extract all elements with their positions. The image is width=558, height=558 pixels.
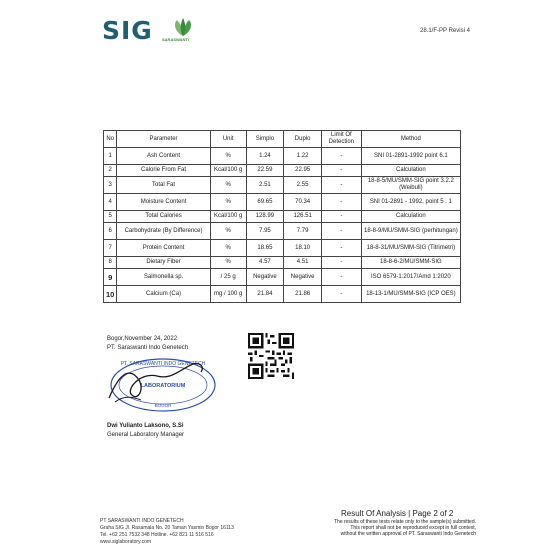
table-row: [104, 257, 461, 269]
cell-parameter: Calorie From Fat: [117, 165, 210, 177]
saraswanti-logo-text: SARASWANTI: [162, 37, 189, 42]
header-limit-of-detection: Limit Of Detection: [321, 131, 361, 148]
cell-simplo: 21.84: [246, 286, 284, 303]
cell-method: 18-8-9/MU/SMM-SIG (perhitungan): [361, 223, 460, 240]
cell-duplo: 22.95: [284, 165, 322, 177]
cell-method: SNI 01-2891 - 1992, point 5 . 1: [361, 194, 460, 211]
header-method: Method: [361, 131, 460, 148]
cell-parameter: Total Fat: [117, 177, 210, 194]
cell-lod: -: [321, 269, 361, 286]
table-row: [104, 177, 461, 194]
table-row: [104, 269, 461, 286]
cell-duplo: 21.86: [284, 286, 322, 303]
signatory-title: General Laboratory Manager: [107, 432, 185, 438]
signature-company: PT. Saraswanti Indo Genetech: [107, 345, 189, 351]
footer-phone: Tel. +62 251 7532 348 Hotline. +62 821 11 516 516: [100, 532, 214, 538]
company-stamp: [101, 350, 221, 420]
cell-duplo: 2.55: [284, 177, 322, 194]
cell-method: Calculation: [361, 165, 460, 177]
cell-simplo: 18.65: [246, 240, 284, 257]
cell-parameter: Salmonella sp.: [117, 269, 210, 286]
header-simplo: Simplo: [246, 131, 284, 148]
cell-unit: / 25 g: [210, 269, 246, 286]
results-table: [103, 130, 461, 303]
cell-method: SNI 01-2891-1992 point 6.1: [361, 148, 460, 165]
cell-parameter: Ash Content: [117, 148, 210, 165]
header-duplo: Duplo: [284, 131, 322, 148]
table-row: [104, 194, 461, 211]
cell-method: 18-8-6-2/MU/SMM-SIG: [361, 257, 460, 269]
cell-simplo: 2.51: [246, 177, 284, 194]
cell-parameter: Dietary Fiber: [117, 257, 210, 269]
cell-method: ISO 6579-1:2017/Amd 1:2020: [361, 269, 460, 286]
sig-logo: SIG: [102, 16, 153, 45]
form-code: 28.1/F-PP Revisi 4: [420, 28, 470, 34]
cell-lod: -: [321, 286, 361, 303]
table-row: [104, 286, 461, 303]
cell-no: 7: [104, 240, 117, 257]
footer: [100, 518, 234, 546]
cell-duplo: 7.79: [284, 223, 322, 240]
cell-unit: %: [210, 223, 246, 240]
cell-unit: Kcal/100 g: [210, 165, 246, 177]
cell-parameter: Carbohydrate (By Difference): [117, 223, 210, 240]
cell-unit: %: [210, 148, 246, 165]
cell-method: 18-8-31/MU/SMM-SIG (Titrimetri): [361, 240, 460, 257]
cell-simplo: 7.95: [246, 223, 284, 240]
cell-duplo: 18.10: [284, 240, 322, 257]
disclaimer-line-1: The results of these tests relate only to the sample(s) submitted.: [333, 519, 476, 525]
cell-lod: -: [321, 148, 361, 165]
header-parameter: Parameter: [117, 131, 210, 148]
cell-lod: -: [321, 211, 361, 223]
cell-simplo: Negative: [246, 269, 284, 286]
cell-duplo: 126.51: [284, 211, 322, 223]
cell-simplo: 22.59: [246, 165, 284, 177]
footer-address: Graha SIG Jl. Rasamala No. 20 Taman Yasmin Bogor 16113: [100, 525, 234, 531]
cell-unit: %: [210, 240, 246, 257]
table-header-row: [104, 131, 461, 148]
disclaimer-line-3: without the written approval of PT. Saraswanti Indo Genetech: [340, 531, 476, 537]
header-no: No: [104, 131, 117, 148]
cell-simplo: 1.24: [246, 148, 284, 165]
table-row: [104, 223, 461, 240]
cell-no: 2: [104, 165, 117, 177]
cell-parameter: Moisture Content: [117, 194, 210, 211]
cell-lod: -: [321, 257, 361, 269]
cell-no: 4: [104, 194, 117, 211]
cell-lod: -: [321, 177, 361, 194]
cell-unit: %: [210, 194, 246, 211]
cell-no: 10: [104, 286, 117, 303]
cell-simplo: 4.57: [246, 257, 284, 269]
stamp-center-text: LABORATORIUM: [140, 383, 186, 389]
cell-unit: %: [210, 177, 246, 194]
cell-unit: Kcal/100 g: [210, 211, 246, 223]
cell-unit: mg / 100 g: [210, 286, 246, 303]
cell-unit: %: [210, 257, 246, 269]
table-row: [104, 211, 461, 223]
stamp-top-text: PT. SARASWANTI INDO GENETECH: [120, 361, 206, 367]
footer-website[interactable]: www.siglaboratory.com: [100, 539, 152, 545]
cell-no: 6: [104, 223, 117, 240]
cell-duplo: 1.22: [284, 148, 322, 165]
table-row: [104, 165, 461, 177]
cell-simplo: 128.99: [246, 211, 284, 223]
cell-no: 8: [104, 257, 117, 269]
cell-no: 9: [104, 269, 117, 286]
cell-lod: -: [321, 240, 361, 257]
header-unit: Unit: [210, 131, 246, 148]
cell-lod: -: [321, 223, 361, 240]
cell-method: 18-13-1/MU/SMM-SIG (ICP OES): [361, 286, 460, 303]
cell-method: Calculation: [361, 211, 460, 223]
result-page-label: Result Of Analysis | Page 2 of 2: [341, 509, 454, 518]
cell-duplo: Negative: [284, 269, 322, 286]
cell-method: 18-8-5/MU/SMM-SIG point 3.2.2 (Weibull): [361, 177, 460, 194]
table-row: [104, 240, 461, 257]
cell-no: 3: [104, 177, 117, 194]
disclaimer: [296, 519, 476, 537]
signature-date: Bogor,November 24, 2022: [107, 336, 178, 342]
disclaimer-line-2: This report shall not be reproduced except in full context,: [350, 525, 476, 531]
cell-no: 1: [104, 148, 117, 165]
cell-simplo: 69.65: [246, 194, 284, 211]
cell-lod: -: [321, 165, 361, 177]
cell-parameter: Total Calories: [117, 211, 210, 223]
stamp-bottom-text: BOGOR: [154, 403, 172, 408]
cell-lod: -: [321, 194, 361, 211]
footer-company: PT SARASWANTI INDO GENETECH: [100, 518, 184, 524]
qr-code-icon: [248, 333, 294, 379]
cell-parameter: Protein Content: [117, 240, 210, 257]
cell-duplo: 70.34: [284, 194, 322, 211]
cell-parameter: Calcium (Ca): [117, 286, 210, 303]
cell-duplo: 4.51: [284, 257, 322, 269]
signatory-name: Dwi Yulianto Laksono, S.Si: [107, 423, 184, 429]
cell-no: 5: [104, 211, 117, 223]
table-row: [104, 148, 461, 165]
